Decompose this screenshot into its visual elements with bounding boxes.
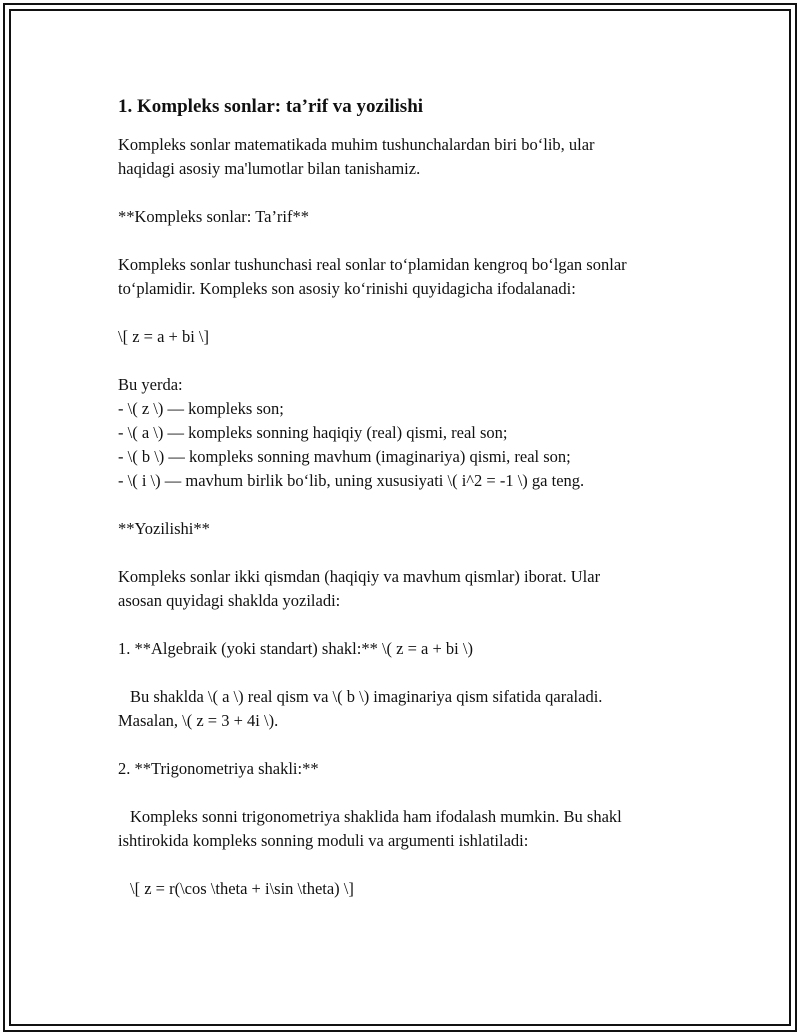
numbered-item-trigonometric: 2. **Trigonometriya shakli:** (118, 759, 319, 778)
trigonometric-description-line-2: ishtirokida kompleks sonning moduli va argumenti ishlatiladi: (118, 831, 529, 850)
list-item: - \( z \) — kompleks son; (118, 399, 284, 418)
subheading-notation: **Yozilishi** (118, 519, 210, 538)
trigonometric-description-line-1: Kompleks sonni trigonometriya shaklida ham ifodalash mumkin. Bu shakl (130, 807, 622, 826)
algebraic-description-line-2: Masalan, \( z = 3 + 4i \). (118, 711, 279, 730)
numbered-item-algebraic: 1. **Algebraik (yoki standart) shakl:** \( z = a + bi \) (118, 639, 473, 658)
algebraic-description-line-1: Bu shaklda \( a \) real qism va \( b \) imaginariya qism sifatida qaraladi. (130, 687, 603, 706)
formula-algebraic: \[ z = a + bi \] (118, 327, 209, 346)
section-heading: 1. Kompleks sonlar: ta’rif va yozilishi (118, 96, 424, 117)
subheading-definition: **Kompleks sonlar: Ta’rif** (118, 207, 310, 226)
paragraph-definition-line-2: to‘plamidir. Kompleks son asosiy ko‘rinishi quyidagicha ifodalanadi: (118, 279, 576, 298)
paragraph-intro-line-1: Kompleks sonlar matematikada muhim tushunchalardan biri bo‘lib, ular (118, 135, 595, 154)
list-intro: Bu yerda: (118, 375, 183, 394)
paragraph-definition-line-1: Kompleks sonlar tushunchasi real sonlar to‘plamidan kengroq bo‘lgan sonlar (118, 255, 627, 274)
paragraph-intro-line-2: haqidagi asosiy ma'lumotlar bilan tanishamiz. (118, 159, 421, 178)
list-item: - \( b \) — kompleks sonning mavhum (imaginariya) qismi, real son; (118, 447, 571, 466)
paragraph-notation-line-2: asosan quyidagi shaklda yoziladi: (118, 591, 341, 610)
list-item: - \( a \) — kompleks sonning haqiqiy (real) qismi, real son; (118, 423, 508, 442)
formula-trigonometric: \[ z = r(\cos \theta + i\sin \theta) \] (130, 879, 354, 898)
list-item: - \( i \) — mavhum birlik bo‘lib, uning xususiyati \( i^2 = -1 \) ga teng. (118, 471, 585, 490)
document-body (118, 94, 718, 901)
paragraph-notation-line-1: Kompleks sonlar ikki qismdan (haqiqiy va mavhum qismlar) iborat. Ular (118, 567, 601, 586)
